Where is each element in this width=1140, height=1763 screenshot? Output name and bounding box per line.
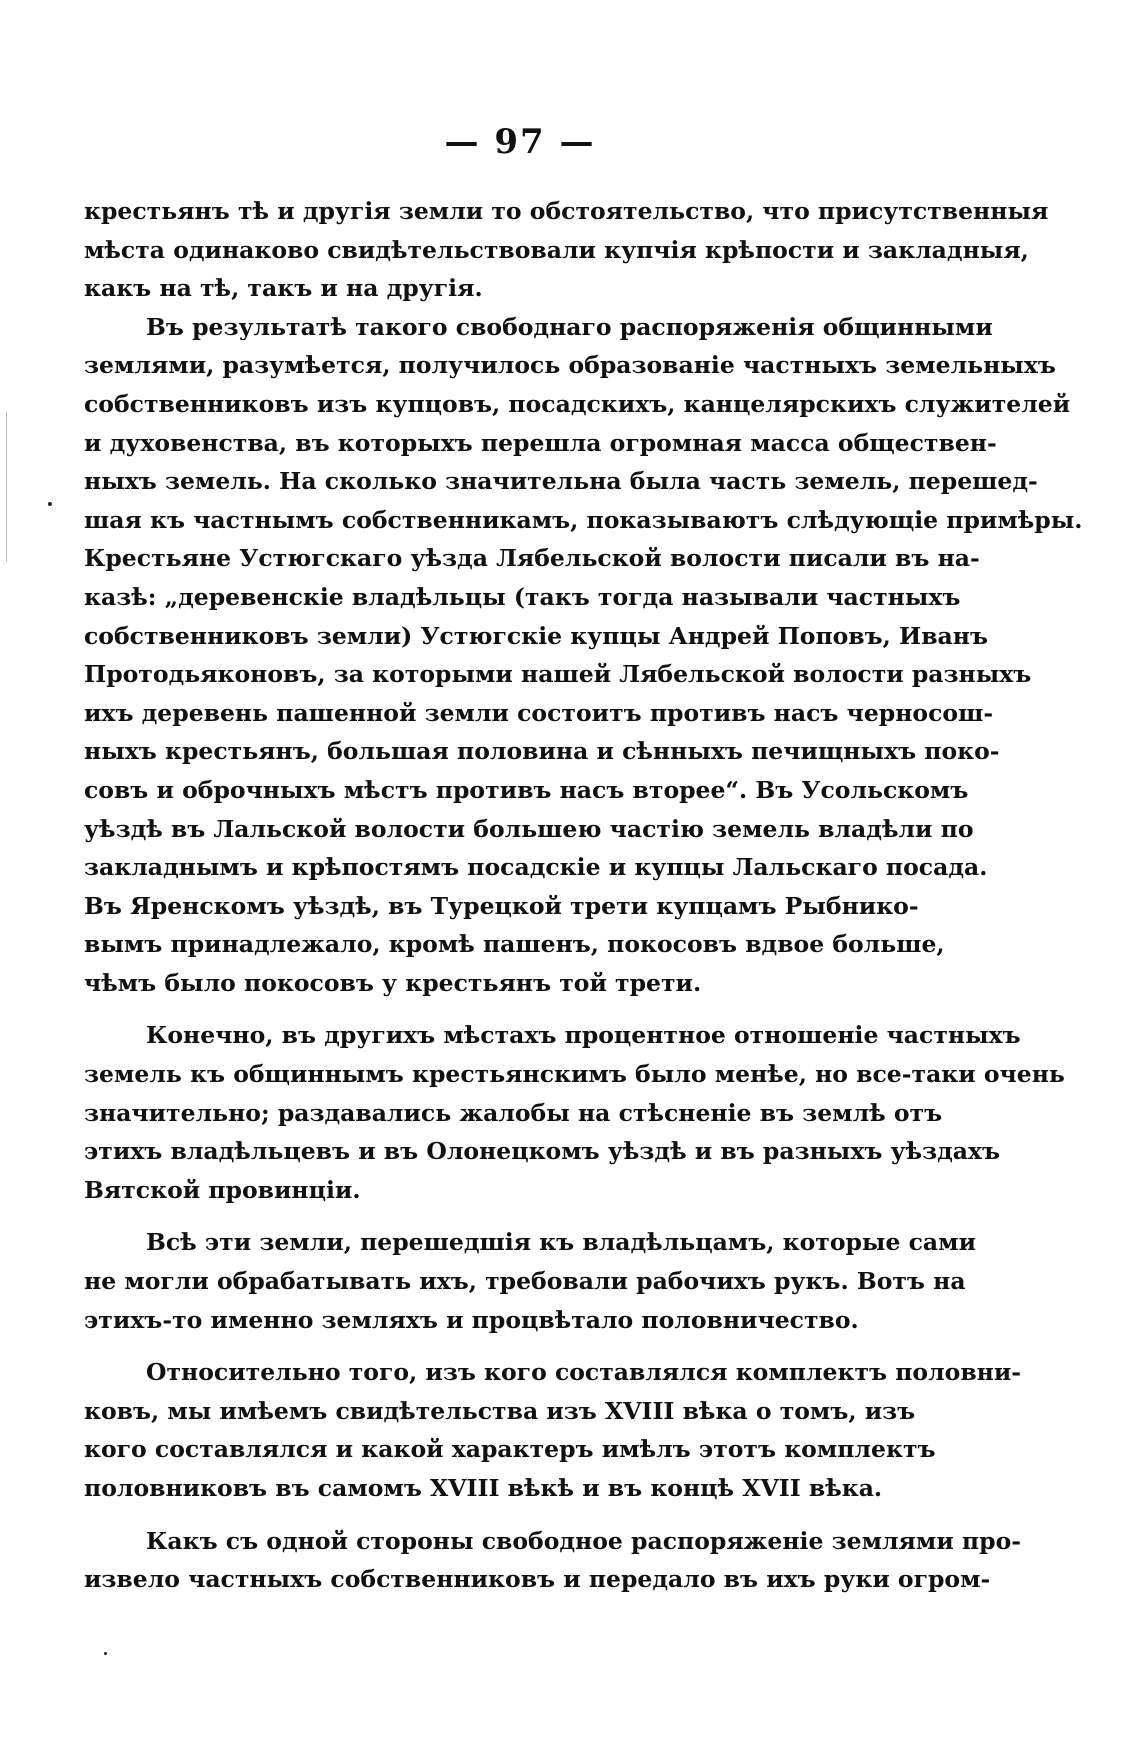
text-line: ихъ деревень пашенной земли состоитъ противъ насъ черносош- <box>84 698 994 727</box>
text-line: чѣмъ было покосовъ у крестьянъ той трети. <box>84 968 702 997</box>
text-line: уѣздѣ въ Лальской волости большею частію земель владѣли по <box>84 814 974 843</box>
paragraph-gap <box>84 1002 884 1016</box>
text-line: этихъ владѣльцевъ и въ Олонецкомъ уѣздѣ и въ разныхъ уѣздахъ <box>84 1137 1001 1166</box>
text-line: землями, разумѣется, получилось образованіе частныхъ земельныхъ <box>84 351 1056 380</box>
text-line: Въ Яренскомъ уѣздѣ, въ Турецкой трети купцамъ Рыбнико- <box>84 891 919 920</box>
paragraph <box>84 1353 1022 1507</box>
page-number: — 97 — <box>444 122 596 162</box>
paragraph <box>84 1016 1065 1209</box>
text-line: ныхъ земель. На сколько значительна была часть земель, перешед- <box>84 467 1038 496</box>
paragraph <box>84 1223 976 1339</box>
text-line: этихъ-то именно земляхъ и процвѣтало половничество. <box>84 1305 859 1334</box>
scan-speck <box>104 1652 107 1655</box>
paragraph-gap <box>84 1209 884 1223</box>
text-line: половниковъ въ самомъ XVIII вѣкѣ и въ концѣ XVII вѣка. <box>84 1474 883 1502</box>
text-line: Въ результатѣ такого свободнаго распоряженія общинными <box>146 312 993 341</box>
text-line: и духовенства, въ которыхъ перешла огромная масса обществен- <box>84 428 997 457</box>
paragraph <box>84 1522 1021 1599</box>
paragraph-gap <box>84 1339 884 1353</box>
text-line: Какъ съ одной стороны свободное распоряженіе землями про- <box>146 1526 1021 1555</box>
text-line: вымъ принадлежало, кромѣ пашенъ, покосовъ вдвое больше, <box>84 930 945 959</box>
text-line: Крестьяне Устюгскаго уѣзда Лябельской волости писали въ на- <box>84 544 980 573</box>
text-line: ковъ, мы имѣемъ свидѣтельства изъ XVIII вѣка о томъ, изъ <box>84 1396 916 1425</box>
text-line: мѣста одинаково свидѣтельствовали купчія крѣпости и закладныя, <box>84 235 1029 264</box>
text-line: кого составлялся и какой характеръ имѣлъ этотъ комплектъ <box>84 1435 936 1464</box>
paragraph <box>84 192 1049 308</box>
text-line: собственниковъ земли) Устюгскіе купцы Андрей Поповъ, Иванъ <box>84 621 989 650</box>
text-line: какъ на тѣ, такъ и на другія. <box>84 274 483 303</box>
text-line: значительно; раздавались жалобы на стѣсненіе въ землѣ отъ <box>84 1098 943 1127</box>
text-line: шая къ частнымъ собственникамъ, показываютъ слѣдующіе примѣры. <box>84 505 1083 534</box>
text-line: не могли обрабатывать ихъ, требовали рабочихъ рукъ. Вотъ на <box>84 1267 966 1296</box>
text-line: Относительно того, изъ кого составлялся комплектъ половни- <box>146 1358 1022 1387</box>
text-line: собственниковъ изъ купцовъ, посадскихъ, канцелярскихъ служителей <box>84 389 1071 418</box>
text-line: казѣ: „деревенскіе владѣльцы (такъ тогда называли частныхъ <box>84 582 961 611</box>
text-line: извело частныхъ собственниковъ и передало въ ихъ руки огром- <box>84 1565 991 1594</box>
text-line: Вятской провинціи. <box>84 1175 361 1204</box>
text-line: совъ и оброчныхъ мѣстъ противъ насъ вторее“. Въ Усольскомъ <box>84 775 969 804</box>
text-line: закладнымъ и крѣпостямъ посадскіе и купцы Лальскаго посада. <box>84 853 988 882</box>
scan-margin-line <box>6 412 7 562</box>
text-line: Протодьяконовъ, за которыми нашей Лябельской волости разныхъ <box>84 660 1032 689</box>
text-line: Всѣ эти земли, перешедшія къ владѣльцамъ, которые сами <box>146 1228 976 1257</box>
text-line: Конечно, въ другихъ мѣстахъ процентное отношеніе частныхъ <box>146 1021 1021 1050</box>
scan-speck <box>48 502 52 506</box>
text-line: земель къ общиннымъ крестьянскимъ было менѣе, но все-таки очень <box>84 1060 1065 1089</box>
text-line: ныхъ крестьянъ, большая половина и сѣнныхъ печищныхъ поко- <box>84 737 1000 766</box>
paragraph-gap <box>84 1508 884 1522</box>
paragraph <box>84 308 1083 1003</box>
text-line: крестьянъ тѣ и другія земли то обстоятельство, что присутственныя <box>84 197 1049 225</box>
body-text <box>84 192 1083 1599</box>
